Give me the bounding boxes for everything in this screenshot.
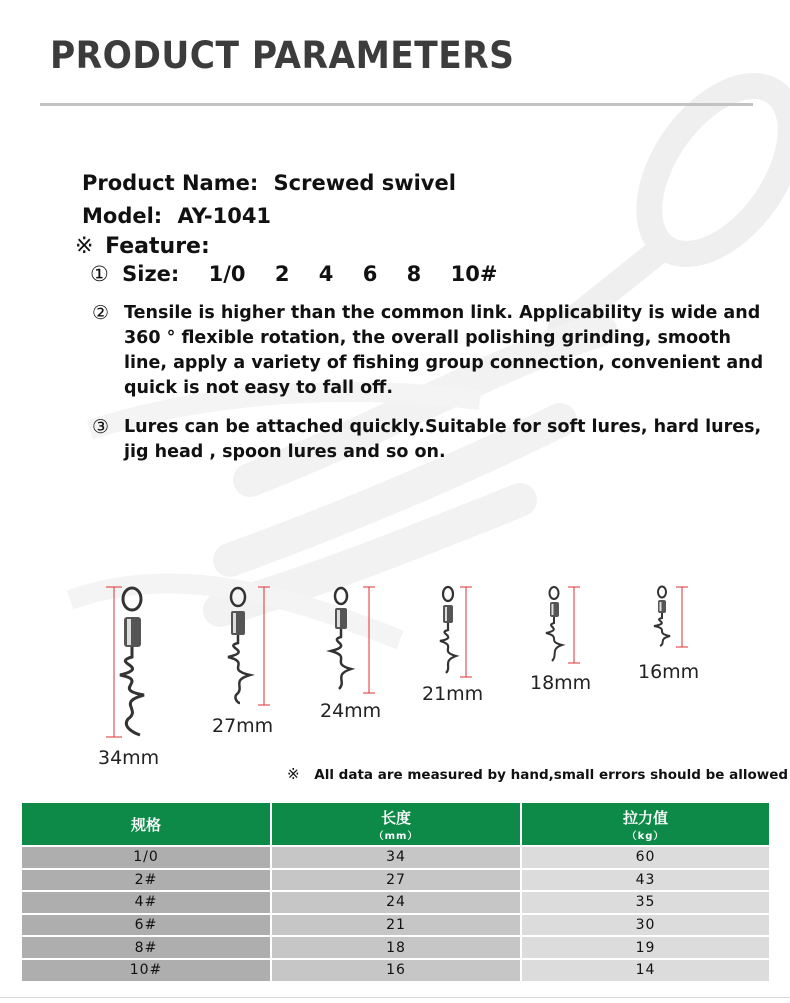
bottom-divider <box>0 997 790 998</box>
cell-size: 4# <box>22 891 271 914</box>
cell-size: 10# <box>22 959 271 981</box>
header-tension <box>521 803 769 846</box>
cell-length: 27 <box>271 869 521 892</box>
model-value: AY-1041 <box>177 204 272 228</box>
swivel-16mm-icon <box>650 585 690 650</box>
size-caption-16mm: 16mm <box>638 661 700 683</box>
note-text: All data are measured by hand,small errors should be allowed <box>314 767 789 783</box>
feature-text: Lures can be attached quickly.Suitable for soft lures, hard lures, jig head , spoon lures and so on. <box>124 417 762 462</box>
model-label: Model: <box>82 204 163 228</box>
header-spec <box>22 803 271 846</box>
size-value: 10# <box>450 262 498 286</box>
table-row <box>22 936 769 959</box>
cell-length: 34 <box>271 846 521 869</box>
cell-length: 18 <box>271 936 521 959</box>
table-row <box>22 914 769 937</box>
cell-tension: 30 <box>521 914 769 937</box>
cell-tension: 14 <box>521 959 769 981</box>
circled-two-icon: ② <box>92 302 110 324</box>
cell-length: 24 <box>271 891 521 914</box>
header-label: 拉力值 <box>622 808 668 827</box>
table-row <box>22 959 769 981</box>
reference-mark-icon: ※ <box>75 234 94 259</box>
title-divider <box>40 103 753 106</box>
circled-three-icon: ③ <box>92 416 110 438</box>
swivel-photo-27mm <box>222 585 272 710</box>
swivel-27mm-icon <box>222 585 272 710</box>
cell-length: 21 <box>271 914 521 937</box>
header-unit: （mm） <box>373 830 419 842</box>
header-length <box>271 803 521 846</box>
cell-tension: 19 <box>521 936 769 959</box>
product-name-value: Screwed swivel <box>273 171 456 195</box>
table-row <box>22 869 769 892</box>
swivel-18mm-icon <box>540 585 580 665</box>
swivel-21mm-icon <box>432 585 472 680</box>
size-value: 1/0 <box>208 262 246 286</box>
table-row <box>22 891 769 914</box>
cell-tension: 35 <box>521 891 769 914</box>
size-caption-24mm: 24mm <box>320 700 382 722</box>
swivel-photo-16mm <box>650 585 690 650</box>
feature-item-lures <box>92 415 774 465</box>
size-caption-21mm: 21mm <box>422 683 484 705</box>
size-value: 6 <box>362 262 378 286</box>
size-caption-18mm: 18mm <box>530 672 592 694</box>
measurement-note <box>287 765 788 783</box>
header-label: 规格 <box>130 815 161 834</box>
swivel-34mm-icon <box>100 585 170 745</box>
header-label: 长度 <box>380 808 411 827</box>
size-value: 8 <box>406 262 422 286</box>
model-line <box>82 204 271 228</box>
cell-size: 1/0 <box>22 846 271 869</box>
header-unit: （kg） <box>626 830 665 842</box>
swivel-photo-34mm <box>100 585 170 745</box>
table-row <box>22 846 769 869</box>
swivel-photo-21mm <box>432 585 472 680</box>
cell-size: 8# <box>22 936 271 959</box>
size-value: 2 <box>274 262 290 286</box>
page-title: PRODUCT PARAMETERS <box>50 34 515 77</box>
product-name-label: Product Name: <box>82 171 259 195</box>
size-value: 4 <box>318 262 334 286</box>
spec-table <box>22 803 769 981</box>
spec-table-header <box>22 803 769 846</box>
product-size-gallery <box>0 575 790 775</box>
size-caption-34mm: 34mm <box>98 747 160 769</box>
swivel-photo-24mm <box>325 585 375 697</box>
cell-length: 16 <box>271 959 521 981</box>
feature-size-line <box>90 262 497 286</box>
swivel-24mm-icon <box>325 585 375 697</box>
feature-item-tensile <box>92 301 774 401</box>
swivel-photo-18mm <box>540 585 580 665</box>
cell-tension: 60 <box>521 846 769 869</box>
size-label: Size: <box>122 262 180 286</box>
product-name-line <box>82 171 456 195</box>
feature-text: Tensile is higher than the common link. Applicability is wide and 360 ° flexible rotation, the overall polishing grinding, smooth line, apply a variety of fishing group connection, convenient and quick is not easy to fall off. <box>124 303 764 398</box>
feature-heading <box>75 234 210 259</box>
cell-size: 6# <box>22 914 271 937</box>
cell-size: 2# <box>22 869 271 892</box>
circled-one-icon: ① <box>90 262 109 286</box>
cell-tension: 43 <box>521 869 769 892</box>
reference-mark-icon: ※ <box>287 765 300 783</box>
feature-label: Feature: <box>105 234 210 259</box>
size-caption-27mm: 27mm <box>212 715 274 737</box>
